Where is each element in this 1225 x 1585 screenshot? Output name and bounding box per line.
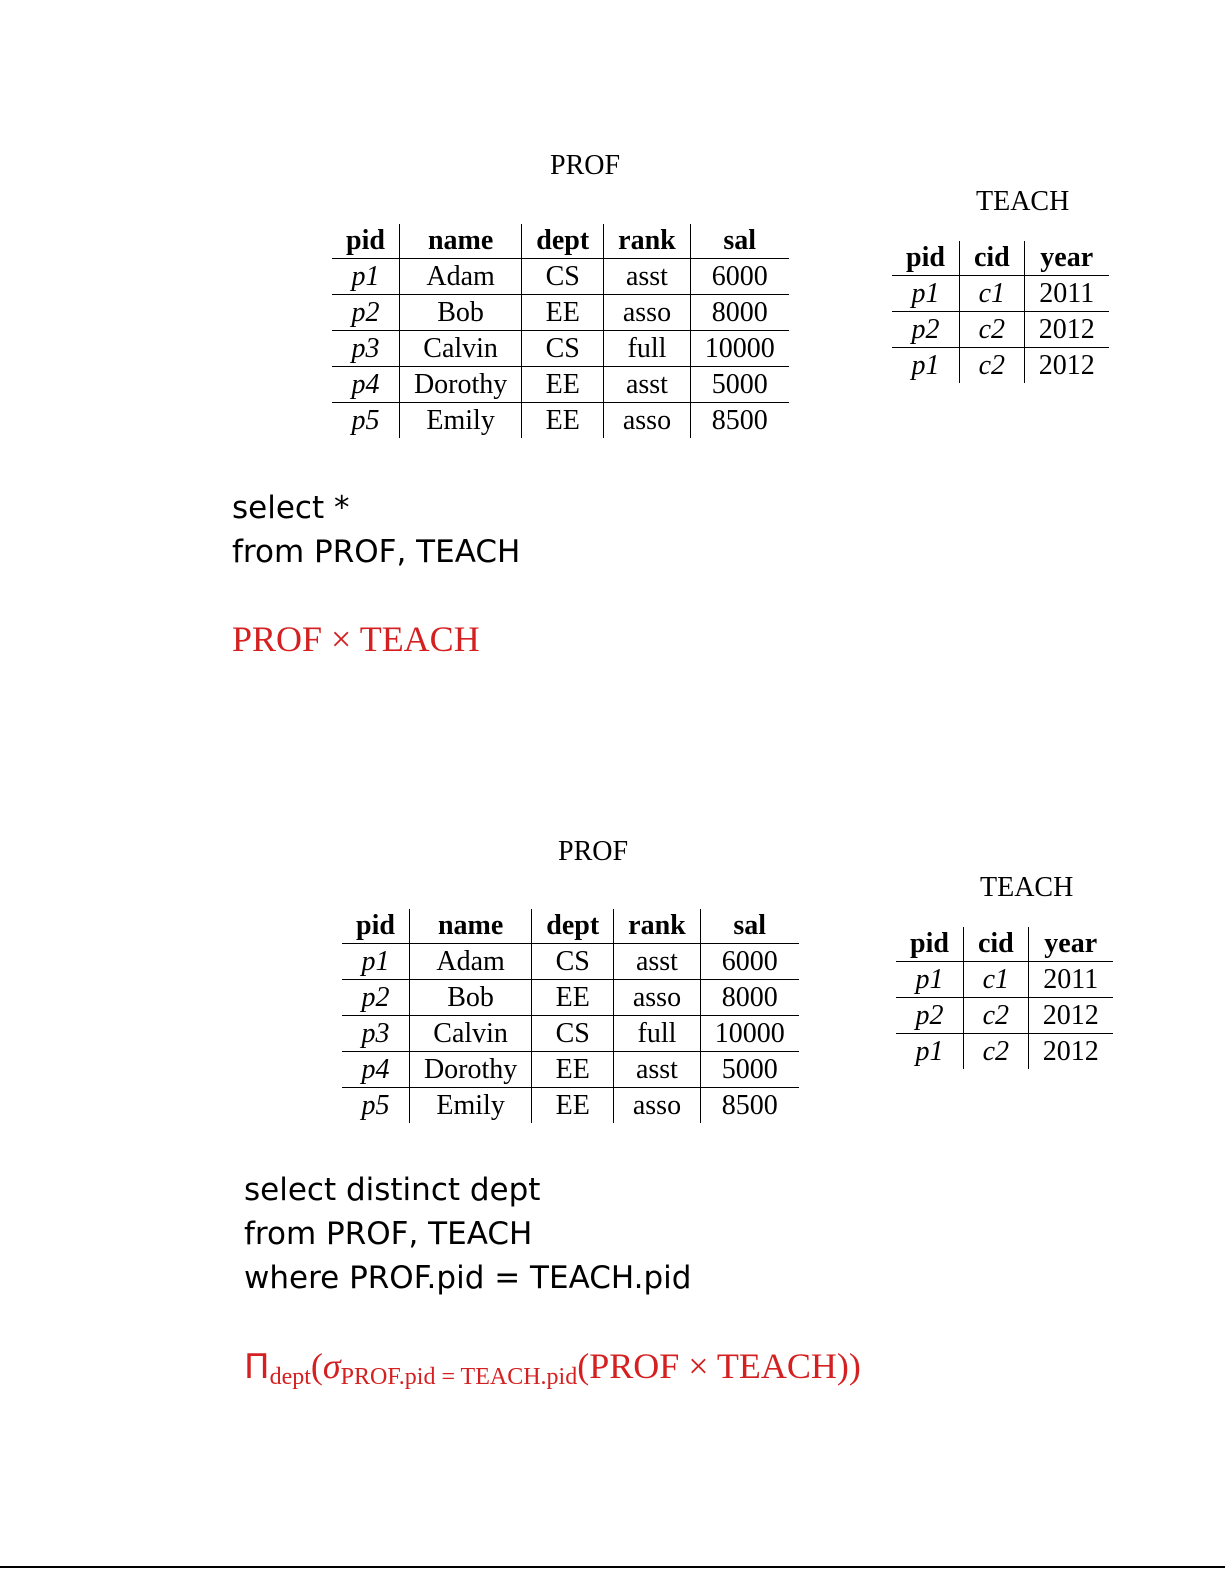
table-cell: asso bbox=[614, 1088, 701, 1124]
selection-subscript: PROF.pid = TEACH.pid bbox=[340, 1364, 578, 1390]
table-cell: 5000 bbox=[690, 367, 789, 403]
table-cell: asst bbox=[604, 259, 691, 295]
column-header: pid bbox=[896, 927, 963, 962]
table-cell: p4 bbox=[332, 367, 399, 403]
table-cell: EE bbox=[522, 367, 604, 403]
teach-caption: TEACH bbox=[980, 872, 1074, 903]
column-header: pid bbox=[332, 224, 399, 259]
table-cell: Calvin bbox=[399, 331, 521, 367]
table-cell: CS bbox=[532, 944, 614, 980]
table-cell: EE bbox=[532, 980, 614, 1016]
table-cell: 8000 bbox=[700, 980, 799, 1016]
table-row bbox=[332, 295, 789, 331]
table-cell: Bob bbox=[399, 295, 521, 331]
table-cell: 6000 bbox=[690, 259, 789, 295]
column-header: name bbox=[409, 909, 531, 944]
table-cell: asst bbox=[614, 1052, 701, 1088]
table-row bbox=[342, 1016, 799, 1052]
column-header: dept bbox=[522, 224, 604, 259]
sql-line: where PROF.pid = TEACH.pid bbox=[244, 1260, 692, 1296]
sql-line: from PROF, TEACH bbox=[232, 534, 521, 570]
teach-table bbox=[892, 241, 1109, 383]
table-cell: CS bbox=[522, 259, 604, 295]
inner-expression: (PROF × TEACH)) bbox=[577, 1346, 861, 1386]
table-row bbox=[332, 331, 789, 367]
table-cell: p1 bbox=[892, 348, 959, 384]
table-cell: 2011 bbox=[1024, 276, 1109, 312]
column-header: cid bbox=[963, 927, 1028, 962]
table-cell: EE bbox=[532, 1052, 614, 1088]
table-cell: 2012 bbox=[1028, 1034, 1113, 1070]
table-cell: p5 bbox=[342, 1088, 409, 1124]
column-header: sal bbox=[690, 224, 789, 259]
table-cell: c2 bbox=[959, 312, 1024, 348]
table-cell: Dorothy bbox=[399, 367, 521, 403]
sql-line: from PROF, TEACH bbox=[244, 1216, 533, 1252]
table-cell: full bbox=[614, 1016, 701, 1052]
table-cell: EE bbox=[522, 295, 604, 331]
prof-table bbox=[332, 224, 789, 438]
table-cell: 2012 bbox=[1024, 312, 1109, 348]
table-cell: EE bbox=[532, 1088, 614, 1124]
table-cell: 8500 bbox=[690, 403, 789, 439]
table-row bbox=[342, 1052, 799, 1088]
projection-symbol: Π bbox=[244, 1347, 270, 1387]
table-cell: c2 bbox=[963, 1034, 1028, 1070]
table-cell: p1 bbox=[911, 277, 940, 309]
table-cell: Emily bbox=[409, 1088, 531, 1124]
prof-caption: PROF bbox=[550, 150, 621, 181]
table-cell: asso bbox=[604, 295, 691, 331]
table-cell: p2 bbox=[332, 295, 399, 331]
table-cell: 2012 bbox=[1024, 348, 1109, 384]
table-cell: asso bbox=[614, 980, 701, 1016]
prof-table bbox=[342, 909, 799, 1123]
column-header: rank bbox=[604, 224, 691, 259]
table-cell: 8500 bbox=[700, 1088, 799, 1124]
table-row bbox=[342, 980, 799, 1016]
table-row bbox=[342, 944, 799, 980]
table-cell: Bob bbox=[409, 980, 531, 1016]
column-header: name bbox=[399, 224, 521, 259]
table-cell: p2 bbox=[896, 998, 963, 1034]
column-header: cid bbox=[959, 241, 1024, 276]
table-cell: p3 bbox=[342, 1016, 409, 1052]
table-cell: p1 bbox=[351, 260, 380, 292]
selection-symbol: σ bbox=[322, 1346, 341, 1386]
table-cell: asst bbox=[614, 944, 701, 980]
table-row bbox=[332, 367, 789, 403]
teach-caption: TEACH bbox=[976, 186, 1070, 217]
open-paren: ( bbox=[310, 1346, 323, 1386]
table-cell: p1 bbox=[361, 945, 390, 977]
table-cell: Adam bbox=[409, 944, 531, 980]
teach-table bbox=[896, 927, 1113, 1069]
relational-algebra-expression bbox=[244, 1345, 861, 1390]
table-cell: Dorothy bbox=[409, 1052, 531, 1088]
table-cell: p4 bbox=[342, 1052, 409, 1088]
table-row bbox=[896, 1034, 1113, 1070]
table-row bbox=[896, 998, 1113, 1034]
prof-caption: PROF bbox=[558, 836, 629, 867]
table-cell: EE bbox=[522, 403, 604, 439]
sql-line: select distinct dept bbox=[244, 1172, 541, 1208]
table-cell: Adam bbox=[399, 259, 521, 295]
table-cell: CS bbox=[522, 331, 604, 367]
table-cell: c2 bbox=[959, 348, 1024, 384]
column-header: year bbox=[1024, 241, 1109, 276]
sql-query bbox=[244, 1168, 691, 1300]
table-cell: c1 bbox=[963, 962, 1028, 998]
table-cell: Calvin bbox=[409, 1016, 531, 1052]
table-row bbox=[332, 259, 789, 295]
table-cell: 6000 bbox=[700, 944, 799, 980]
table-cell: c1 bbox=[959, 276, 1024, 312]
table-row bbox=[896, 962, 1113, 998]
column-header: dept bbox=[532, 909, 614, 944]
column-header: pid bbox=[342, 909, 409, 944]
table-cell: asst bbox=[604, 367, 691, 403]
column-header: year bbox=[1028, 927, 1113, 962]
table-cell: p2 bbox=[342, 980, 409, 1016]
table-row bbox=[342, 1088, 799, 1124]
page-bottom-rule bbox=[0, 1566, 1225, 1568]
table-cell: asso bbox=[604, 403, 691, 439]
table-cell: 8000 bbox=[690, 295, 789, 331]
column-header: pid bbox=[892, 241, 959, 276]
table-row bbox=[892, 348, 1109, 384]
table-cell: 2011 bbox=[1028, 962, 1113, 998]
sql-line: select * bbox=[232, 490, 350, 526]
table-cell: 5000 bbox=[700, 1052, 799, 1088]
table-cell: 10000 bbox=[700, 1016, 799, 1052]
table-cell: c2 bbox=[963, 998, 1028, 1034]
table-row bbox=[892, 312, 1109, 348]
table-cell: 2012 bbox=[1028, 998, 1113, 1034]
table-cell: CS bbox=[532, 1016, 614, 1052]
table-row bbox=[332, 403, 789, 439]
table-row bbox=[892, 276, 1109, 312]
table-cell: full bbox=[604, 331, 691, 367]
column-header: rank bbox=[614, 909, 701, 944]
table-cell: p2 bbox=[892, 312, 959, 348]
table-cell: p1 bbox=[896, 1034, 963, 1070]
relational-algebra-expression: PROF × TEACH bbox=[232, 619, 480, 659]
column-header: sal bbox=[700, 909, 799, 944]
table-cell: 10000 bbox=[690, 331, 789, 367]
table-cell: p5 bbox=[332, 403, 399, 439]
sql-query bbox=[232, 486, 520, 574]
projection-subscript: dept bbox=[269, 1364, 311, 1390]
table-cell: p1 bbox=[915, 963, 944, 995]
table-cell: p3 bbox=[332, 331, 399, 367]
table-cell: Emily bbox=[399, 403, 521, 439]
